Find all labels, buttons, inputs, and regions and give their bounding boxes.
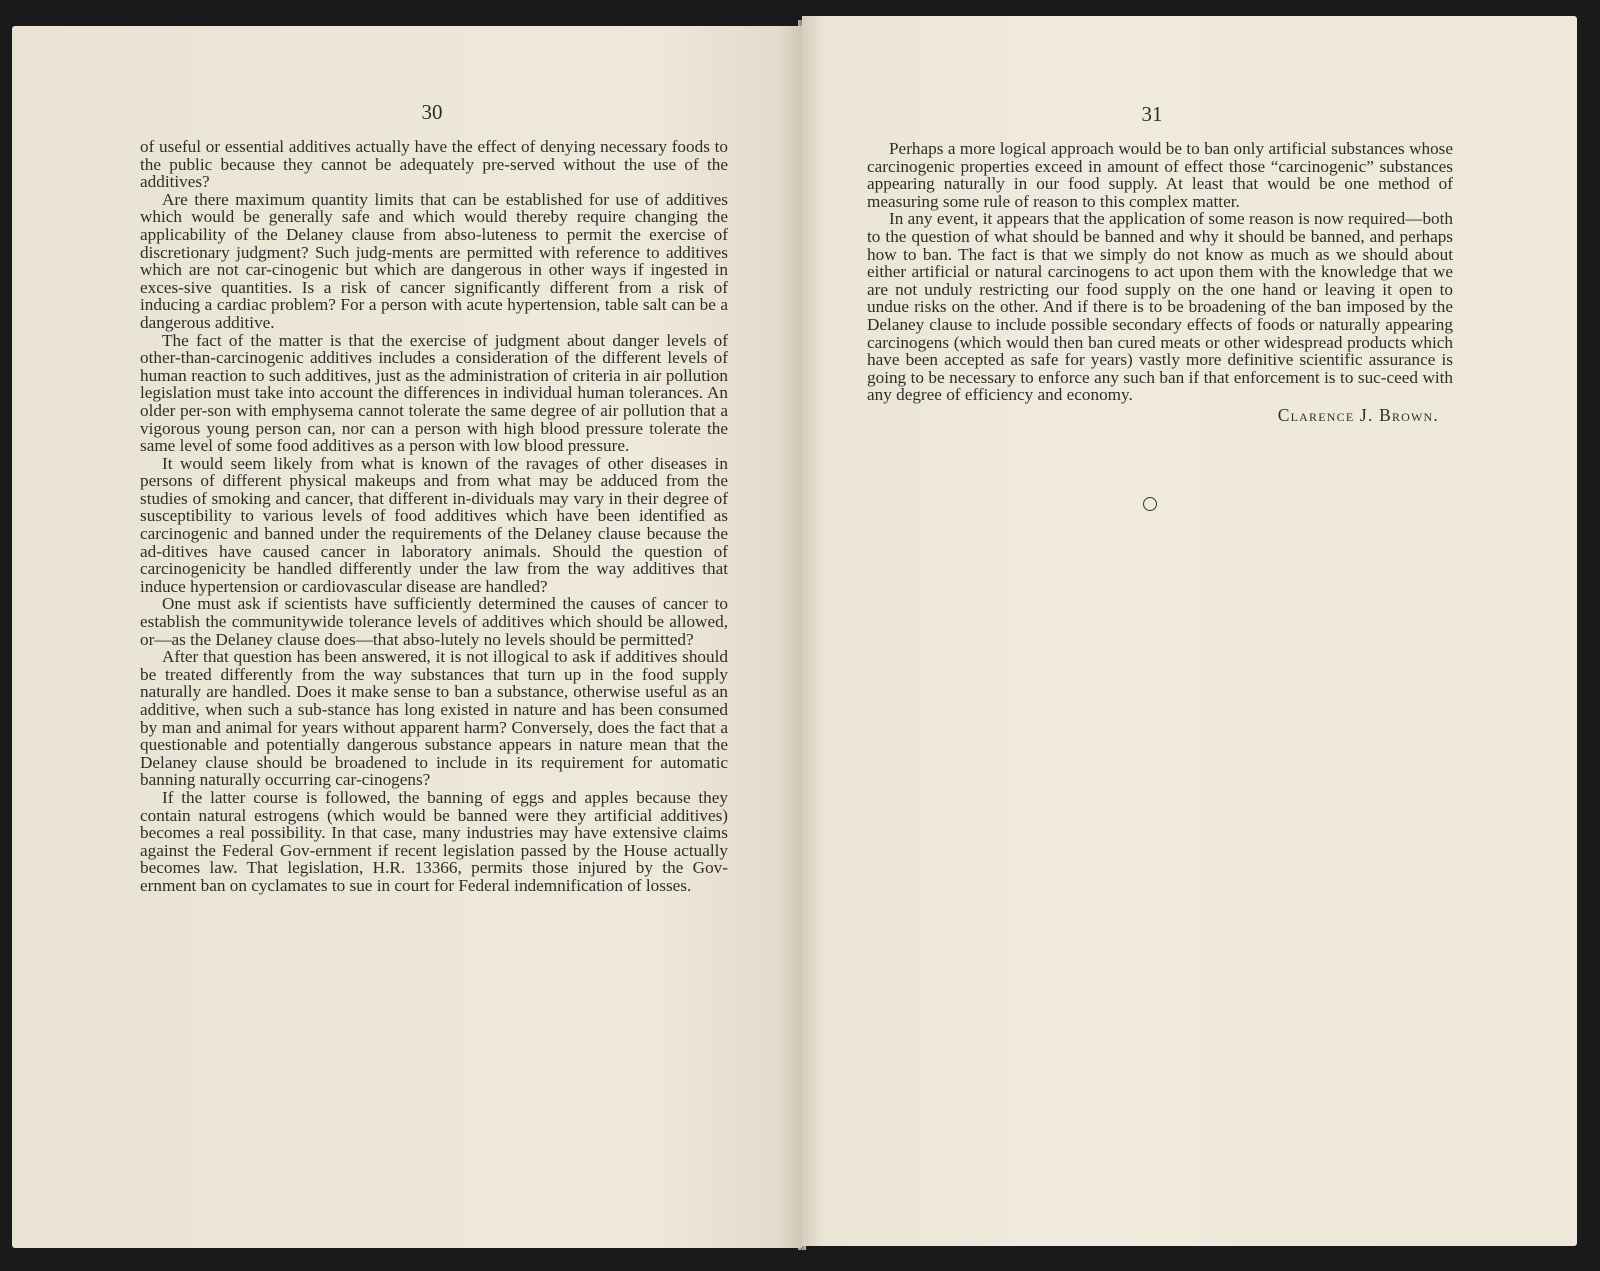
left-page-text: [140, 138, 728, 895]
page-number: 30: [421, 100, 443, 124]
paragraph: In any event, it appears that the application of some reason is now required—both to the question of what should be banned and why it should be banned, and perhaps how to ban. The fact is that we simply do not know as much as we should about either artificial or natural carcinogens to act upon them with the knowledge that we are not unduly restricting our food supply on the one hand or leaving it open to undue risks on the other. And if there is to be broadening of the ban imposed by the Delaney clause to include possible secondary effects of foods or naturally appearing carcinogens (which would then ban cured meats or other widespread products which have been accepted as safe for years) vastly more definitive scientific assurance is going to be necessary to enforce any such ban if that enforcement is to suc-ceed with any degree of efficiency and economy.: [867, 209, 1453, 405]
end-circle-icon: [1143, 497, 1157, 511]
page-number: 31: [1141, 102, 1163, 126]
paragraph: Perhaps a more logical approach would be to ban only artificial substances whose carcinogenic properties exceed in amount of effect those “carcinogenic” substances appearing naturally in our food supply. At least that would be one method of measuring some rule of reason to this complex matter.: [867, 139, 1453, 211]
paragraph: One must ask if scientists have sufficiently determined the causes of cancer to establish the communitywide tolerance levels of additives which should be allowed, or—as the Delaney clause does—that abso-lutely no levels should be permitted?: [140, 594, 728, 649]
paragraph: If the latter course is followed, the banning of eggs and apples because they contain natural estrogens (which would be banned were they artificial additives) becomes a real possibility. In that case, many industries may have extensive claims against the Federal Gov-ernment if recent legislation passed by the House actually becomes law. That legislation, H.R. 13366, permits those injured by the Gov-ernment ban on cyclamates to sue in court for Federal indemnification of losses.: [140, 787, 728, 895]
paragraph: After that question has been answered, it is not illogical to ask if additives should be treated differently from the way substances that turn up in the food supply naturally are handled. Does it make sense to ban a substance, otherwise useful as an additive, when such a sub-stance has long existed in nature and has been consumed by man and animal for years without apparent harm? Conversely, does the fact that a questionable and potentially dangerous substance appears in nature mean that the Delaney clause should be broadened to include in its requirement for automatic banning naturally occurring car-cinogens?: [140, 647, 728, 790]
author-signature: Clarence J. Brown.: [1277, 404, 1439, 425]
paragraph: of useful or essential additives actually have the effect of denying necessary foods to the public because they cannot be adequately pre-served without the use of the additives?: [140, 137, 728, 192]
paragraph: Are there maximum quantity limits that can be established for use of additives which would be generally safe and which would thereby require changing the applicability of the Delaney clause from abso-luteness to permit the exercise of discretionary judgment? Such judg-ments are permitted with reference to additives which are not car-cinogenic but which are dangerous in other ways if ingested in exces-sive quantities. Is a risk of cancer significantly different from a risk of inducing a cardiac problem? For a person with acute hypertension, table salt can be a dangerous additive.: [140, 189, 728, 332]
right-page-text: [867, 140, 1453, 425]
paragraph: It would seem likely from what is known of the ravages of other diseases in persons of different physical makeups and from what may be adduced from the studies of smoking and cancer, that different in-dividuals may vary in their degree of susceptibility to various levels of food additives which have been identified as carcinogenic and banned under the requirements of the Delaney clause because the ad-ditives have caused cancer in laboratory animals. Should the question of carcinogenicity be handled differently under the law from the way additives that induce hypertension or cardiovascular disease are handled?: [140, 453, 728, 596]
left-page: [12, 26, 802, 1248]
paragraph: The fact of the matter is that the exercise of judgment about danger levels of other-than-carcinogenic additives includes a consideration of the different levels of human reaction to such additives, just as the administration of criteria in air pollution legislation must take into account the differences in individual human tolerances. An older per-son with emphysema cannot tolerate the same degree of air pollution that a vigorous young person can, nor can a person with high blood pressure tolerate the same level of some food additives as a person with low blood pressure.: [140, 330, 728, 456]
right-page: [802, 16, 1577, 1246]
